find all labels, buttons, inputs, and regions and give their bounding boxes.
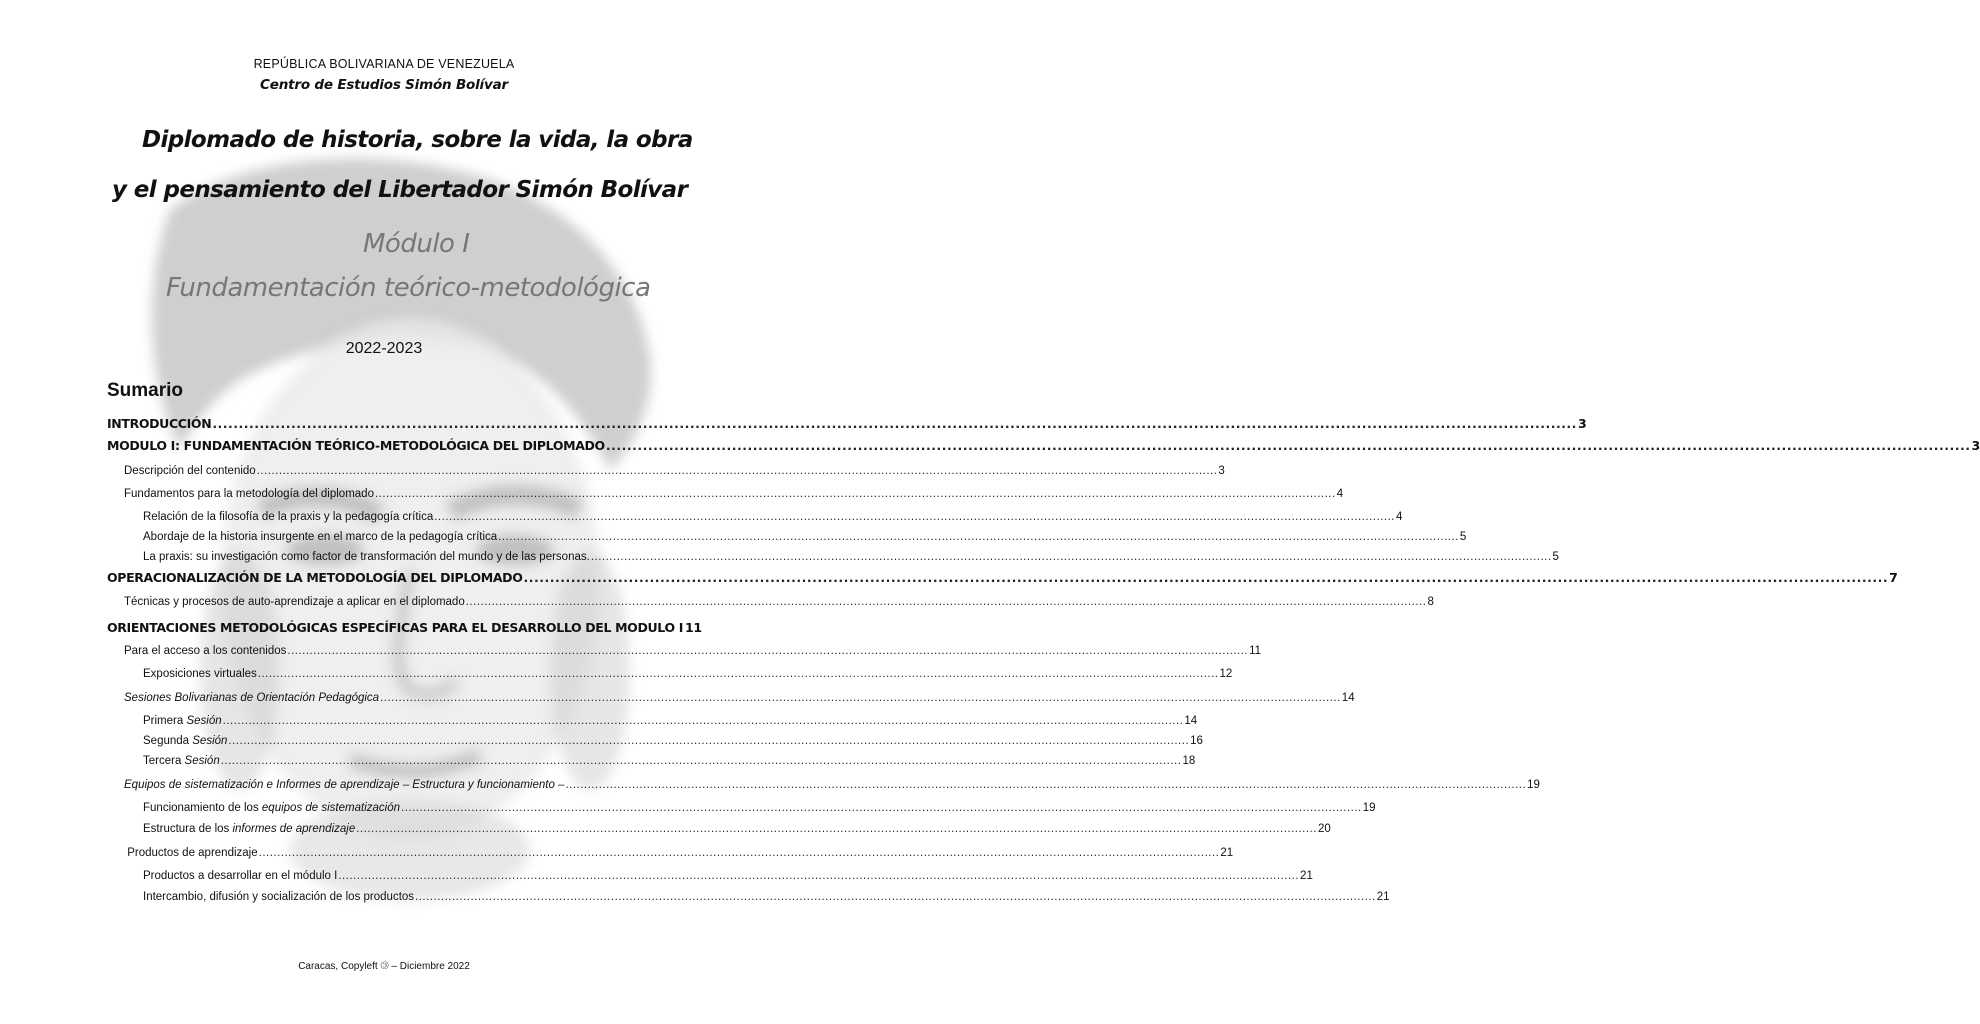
- toc-entry[interactable]: [124, 847, 1234, 859]
- toc-entry-page: 16: [1190, 735, 1203, 747]
- toc-leader: [375, 488, 1336, 500]
- toc-entry[interactable]: [107, 570, 1898, 585]
- toc-entry-label: Para el acceso a los contenidos: [124, 645, 287, 657]
- toc-entry-label: Exposiciones virtuales: [143, 668, 257, 680]
- toc-entry-page: 3: [1577, 416, 1587, 431]
- toc-leader: [380, 692, 1341, 704]
- toc-entry-page: 21: [1376, 891, 1390, 903]
- toc-entry[interactable]: [107, 620, 702, 635]
- module-name: Fundamentación teórico-metodológica: [166, 273, 651, 303]
- toc-entry-label: Relación de la filosofía de la praxis y la pedagogía crítica: [143, 511, 434, 523]
- toc-entry-page: 5: [1552, 551, 1559, 563]
- toc-entry[interactable]: [107, 416, 1587, 431]
- toc-entry[interactable]: [143, 891, 1390, 903]
- toc-entry-page: 5: [1459, 531, 1467, 543]
- summary-heading: Sumario: [107, 380, 184, 401]
- toc-entry-label: Productos a desarrollar en el módulo I: [143, 870, 338, 882]
- toc-entry-page: 19: [1527, 779, 1540, 791]
- toc-entry[interactable]: [143, 531, 1467, 543]
- toc-leader: [221, 755, 1182, 767]
- toc-entry-label: [143, 802, 400, 814]
- toc-entry-label: ORIENTACIONES METODOLÓGICAS ESPECÍFICAS PARA EL DESARROLLO DEL MODULO I: [107, 620, 684, 635]
- toc-entry-label: Intercambio, difusión y socialización de los productos: [143, 891, 415, 903]
- toc-leader: [356, 823, 1317, 835]
- toc-entry[interactable]: [143, 715, 1198, 727]
- toc-entry-label: [143, 735, 227, 747]
- toc-entry[interactable]: [107, 438, 1980, 453]
- toc-entry-page: 14: [1184, 715, 1198, 727]
- toc-entry-label-italic: Sesión: [192, 735, 228, 747]
- toc-entry-page: 11: [1249, 645, 1262, 657]
- toc-entry[interactable]: [143, 870, 1313, 882]
- toc-leader: [228, 735, 1189, 747]
- toc-entry-label-prefix: Primera: [143, 715, 187, 727]
- toc-entry[interactable]: [124, 488, 1344, 500]
- toc-entry-label: Técnicas y procesos de auto-aprendizaje a aplicar en el diplomado: [124, 596, 465, 608]
- toc-entry[interactable]: [124, 596, 1434, 608]
- toc-entry-label: Descripción del contenido: [124, 465, 256, 477]
- toc-leader: [606, 438, 1971, 453]
- toc-entry[interactable]: [124, 779, 1540, 791]
- toc-entry-label: OPERACIONALIZACIÓN DE LA METODOLOGÍA DEL DIPLOMADO: [107, 570, 523, 585]
- toc-entry-page: 8: [1427, 596, 1434, 608]
- toc-entry[interactable]: [143, 755, 1196, 767]
- toc-entry[interactable]: [143, 823, 1331, 835]
- country-header: REPÚBLICA BOLIVARIANA DE VENEZUELA: [253, 57, 515, 71]
- toc-entry-label-italic: equipos de sistematización: [261, 802, 400, 814]
- toc-entry-page: 18: [1182, 755, 1196, 767]
- toc-leader: [466, 596, 1427, 608]
- toc-entry-page: 12: [1219, 668, 1233, 680]
- toc-leader: [257, 465, 1218, 477]
- module-number: Módulo I: [363, 229, 470, 259]
- toc-entry-label: MODULO I: FUNDAMENTACIÓN TEÓRICO-METODOLÓGICA DEL DIPLOMADO: [107, 438, 605, 453]
- toc-entry-label-italic: Sesión: [184, 755, 220, 767]
- toc-leader: [401, 802, 1362, 814]
- toc-entry-label: [143, 715, 222, 727]
- toc-leader: [498, 531, 1459, 543]
- toc-entry-page: 7: [1889, 570, 1898, 585]
- toc-entry-label: Abordaje de la historia insurgente en el marco de la pedagogía crítica: [143, 531, 498, 543]
- toc-entry[interactable]: [124, 692, 1355, 704]
- toc-entry-label-prefix: Segunda: [143, 735, 193, 747]
- toc-entry-label-prefix: Funcionamiento de los: [143, 802, 262, 814]
- toc-entry-page: 20: [1317, 823, 1331, 835]
- document-title: [112, 115, 712, 215]
- toc-leader: [415, 891, 1376, 903]
- center-name: Centro de Estudios Simón Bolívar: [260, 77, 508, 93]
- toc-entry-label: [143, 823, 355, 835]
- toc-leader: [565, 779, 1526, 791]
- toc-leader: [212, 416, 1577, 431]
- toc-entry[interactable]: [124, 645, 1262, 657]
- toc-entry-page: 11: [685, 620, 702, 635]
- toc-leader: [338, 870, 1299, 882]
- toc-entry-page: 3: [1218, 465, 1225, 477]
- toc-leader: [259, 847, 1220, 859]
- module-title: [166, 222, 726, 310]
- toc-entry-page: 21: [1300, 870, 1313, 882]
- toc-entry-label: [143, 755, 220, 767]
- toc-entry[interactable]: [143, 551, 1559, 563]
- toc-leader: [434, 511, 1395, 523]
- title-line-1: Diplomado de historia, sobre la vida, la obra: [142, 127, 693, 153]
- toc-leader: [258, 668, 1219, 680]
- toc-entry-page: 14: [1341, 692, 1355, 704]
- toc-entry[interactable]: [124, 465, 1225, 477]
- footer-copyleft: Caracas, Copyleft 🄯 – Diciembre 2022: [298, 961, 470, 972]
- toc-leader: [523, 570, 1888, 585]
- toc-entry-label-prefix: Tercera: [143, 755, 185, 767]
- toc-leader: [287, 645, 1248, 657]
- toc-entry-label-italic: informes de aprendizaje: [232, 823, 356, 835]
- toc-entry-page: 4: [1395, 511, 1403, 523]
- toc-entry-label: Equipos de sistematización e Informes de aprendizaje – Estructura y funcionamiento –: [124, 779, 565, 791]
- toc-entry-label: Productos de aprendizaje: [124, 847, 258, 859]
- toc-entry-label: La praxis: su investigación como factor de transformación del mundo y de las personas.: [143, 551, 590, 563]
- toc-entry[interactable]: [143, 735, 1203, 747]
- toc-entry-page: 21: [1220, 847, 1234, 859]
- toc-leader: [591, 551, 1552, 563]
- toc-entry-label: INTRODUCCIÓN: [107, 416, 212, 431]
- toc-entry-label-italic: Sesión: [186, 715, 222, 727]
- toc-entry-label-prefix: Estructura de los: [143, 823, 233, 835]
- toc-entry[interactable]: [143, 668, 1233, 680]
- title-line-2: y el pensamiento del Libertador Simón Bolívar: [112, 177, 688, 203]
- toc-entry[interactable]: [143, 802, 1376, 814]
- toc-entry-label: Sesiones Bolivarianas de Orientación Pedagógica: [124, 692, 380, 704]
- toc-entry-label: Fundamentos para la metodología del diplomado: [124, 488, 374, 500]
- toc-entry[interactable]: [143, 511, 1403, 523]
- toc-entry-page: 19: [1362, 802, 1376, 814]
- toc-entry-page: 3: [1971, 438, 1980, 453]
- toc-entry-page: 4: [1336, 488, 1344, 500]
- academic-years: 2022-2023: [345, 340, 423, 357]
- toc-leader: [223, 715, 1184, 727]
